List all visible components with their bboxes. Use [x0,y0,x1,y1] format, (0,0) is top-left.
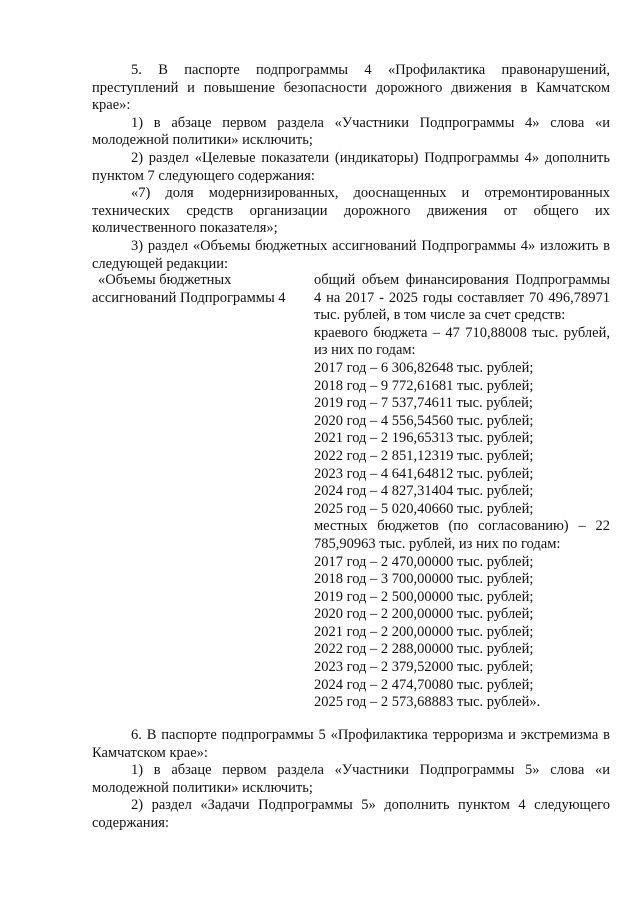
table-regional-year-row: 2022 год – 2 851,12319 тыс. рублей; [314,447,534,464]
section-5-item-2: 2) раздел «Целевые показатели (индикаторы) Подпрограммы 4» дополнить пунктом 7 следующего содержания: [92,149,610,184]
section-6-item-2: 2) раздел «Задачи Подпрограммы 5» дополнить пунктом 4 следующего содержания: [92,797,610,831]
table-regional-year-row: 2021 год – 2 196,65313 тыс. рублей; [314,430,534,447]
section-5-item-3: 3) раздел «Объемы бюджетных ассигнований Подпрограммы 4» изложить в следующей редакции: [92,237,610,272]
table-regional-year-row: 2017 год – 6 306,82648 тыс. рублей; [314,359,534,376]
table-left-cell [92,272,306,307]
table-regional-year-row: 2019 год – 7 537,74611 тыс. рублей; [314,395,533,412]
table-regional-year-row: 2018 год – 9 772,61681 тыс. рублей; [314,377,534,394]
table-regional-budget-heading: краевого бюджета – 47 710,88008 тыс. рублей, из них по годам: [314,324,610,359]
table-regional-year-row: 2024 год – 4 827,31404 тыс. рублей; [314,483,534,500]
table-regional-year-row: 2025 год – 5 020,40660 тыс. рублей; [314,500,534,517]
table-right-cell [314,272,610,712]
table-local-year-row: 2023 год – 2 379,52000 тыс. рублей; [314,659,534,676]
section-5 [92,62,610,273]
section-5-item-2-quote: «7) доля модернизированных, дооснащенных и отремонтированных технических средств организации дорожного движения от общего их количественного показателя»; [92,185,610,237]
table-regional-year-row: 2020 год – 4 556,54560 тыс. рублей; [314,412,534,429]
section-6-item-1: 1) в абзаце первом раздела «Участники Подпрограммы 5» слова «и молодежной политики» исключить; [92,762,610,796]
table-total-financing: общий объем финансирования Подпрограммы 4 на 2017 - 2025 годы составляет 70 496,78971 тыс. рублей, в том числе за счет средств: [314,272,610,324]
table-local-year-row: 2018 год – 3 700,00000 тыс. рублей; [314,571,534,588]
table-local-year-row: 2017 год – 2 470,00000 тыс. рублей; [314,553,534,570]
table-local-year-row: 2025 год – 2 573,68883 тыс. рублей». [314,694,541,711]
table-local-year-row: 2020 год – 2 200,00000 тыс. рублей; [314,606,534,623]
table-left-line-2: ассигнований Подпрограммы 4 [92,289,286,306]
table-local-year-row: 2024 год – 2 474,70080 тыс. рублей; [314,676,534,693]
section-5-intro: 5. В паспорте подпрограммы 4 «Профилактика правонарушений, преступлений и повышение безопасности дорожного движения в Камчатском крае»: [92,62,610,114]
table-local-year-row: 2019 год – 2 500,00000 тыс. рублей; [314,588,534,605]
section-6-intro: 6. В паспорте подпрограммы 5 «Профилактика терроризма и экстремизма в Камчатском крае»: [92,727,610,761]
table-local-year-row: 2021 год – 2 200,00000 тыс. рублей; [314,623,534,640]
table-local-budget-heading: местных бюджетов (по согласованию) – 22 785,90963 тыс. рублей, из них по годам: [314,518,610,552]
table-local-year-row: 2022 год – 2 288,00000 тыс. рублей; [314,641,534,658]
table-regional-year-row: 2023 год – 4 641,64812 тыс. рублей; [314,465,534,482]
section-6 [92,727,610,833]
section-5-item-1: 1) в абзаце первом раздела «Участники Подпрограммы 4» слова «и молодежной политики» исключить; [92,114,610,149]
table-left-line-1: «Объемы бюджетных [98,272,232,288]
